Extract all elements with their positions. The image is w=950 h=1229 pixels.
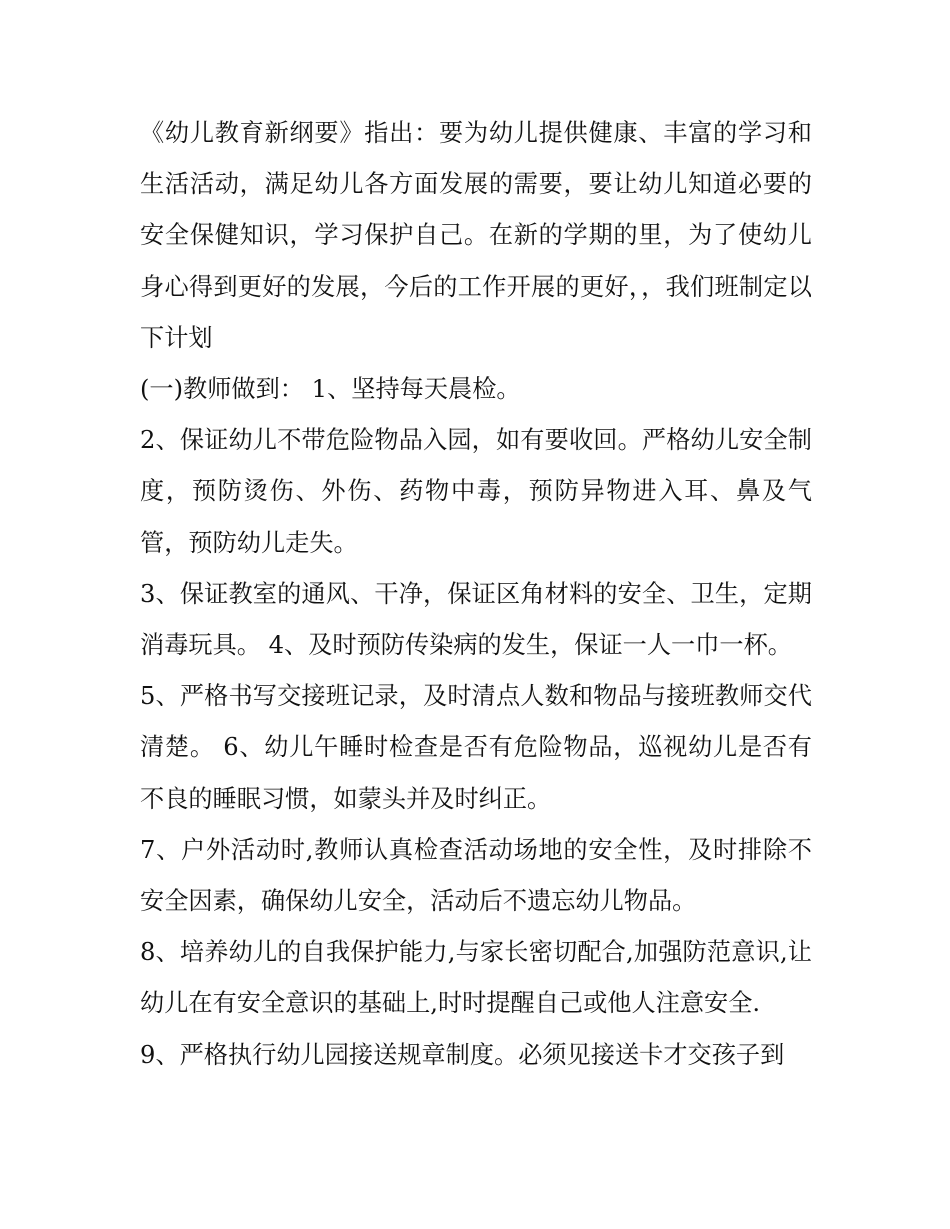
paragraph-teacher-item-1: (一)教师做到： 1、坚持每天晨检。 [140,375,521,404]
paragraph-item-9: 9、严格执行幼儿园接送规章制度。必须见接送卡才交孩子到 [140,1040,785,1069]
paragraph-item-5-6: 5、严格书写交接班记录，及时清点人数和物品与接班教师交代清楚。 6、幼儿午睡时检查是否有危险物品，巡视幼儿是否有不良的睡眠习惯，如蒙头并及时纠正。 [140,682,812,813]
paragraph-item-3-4: 3、保证教室的通风、干净，保证区角材料的安全、卫生，定期消毒玩具。 4、及时预防传染病的发生，保证一人一巾一杯。 [140,579,812,660]
paragraph-item-7: 7、户外活动时,教师认真检查活动场地的安全性，及时排除不安全因素，确保幼儿安全，活动后不遗忘幼儿物品。 [140,835,812,916]
paragraph-item-2: 2、保证幼儿不带危险物品入园，如有要收回。严格幼儿安全制度，预防烫伤、外伤、药物中毒，预防异物进入耳、鼻及气管，预防幼儿走失。 [140,426,812,557]
document-body [140,108,812,1081]
paragraph-item-8: 8、培养幼儿的自我保护能力,与家长密切配合,加强防范意识,让幼儿在有安全意识的基础上,时时提醒自己或他人注意安全. [140,938,812,1018]
paragraph-intro: 《幼儿教育新纲要》指出：要为幼儿提供健康、丰富的学习和生活活动，满足幼儿各方面发展的需要，要让幼儿知道必要的安全保健知识，学习保护自己。在新的学期的里，为了使幼儿身心得到更好的发展，今后的工作开展的更好，，我们班制定以下计划 [140,119,812,352]
